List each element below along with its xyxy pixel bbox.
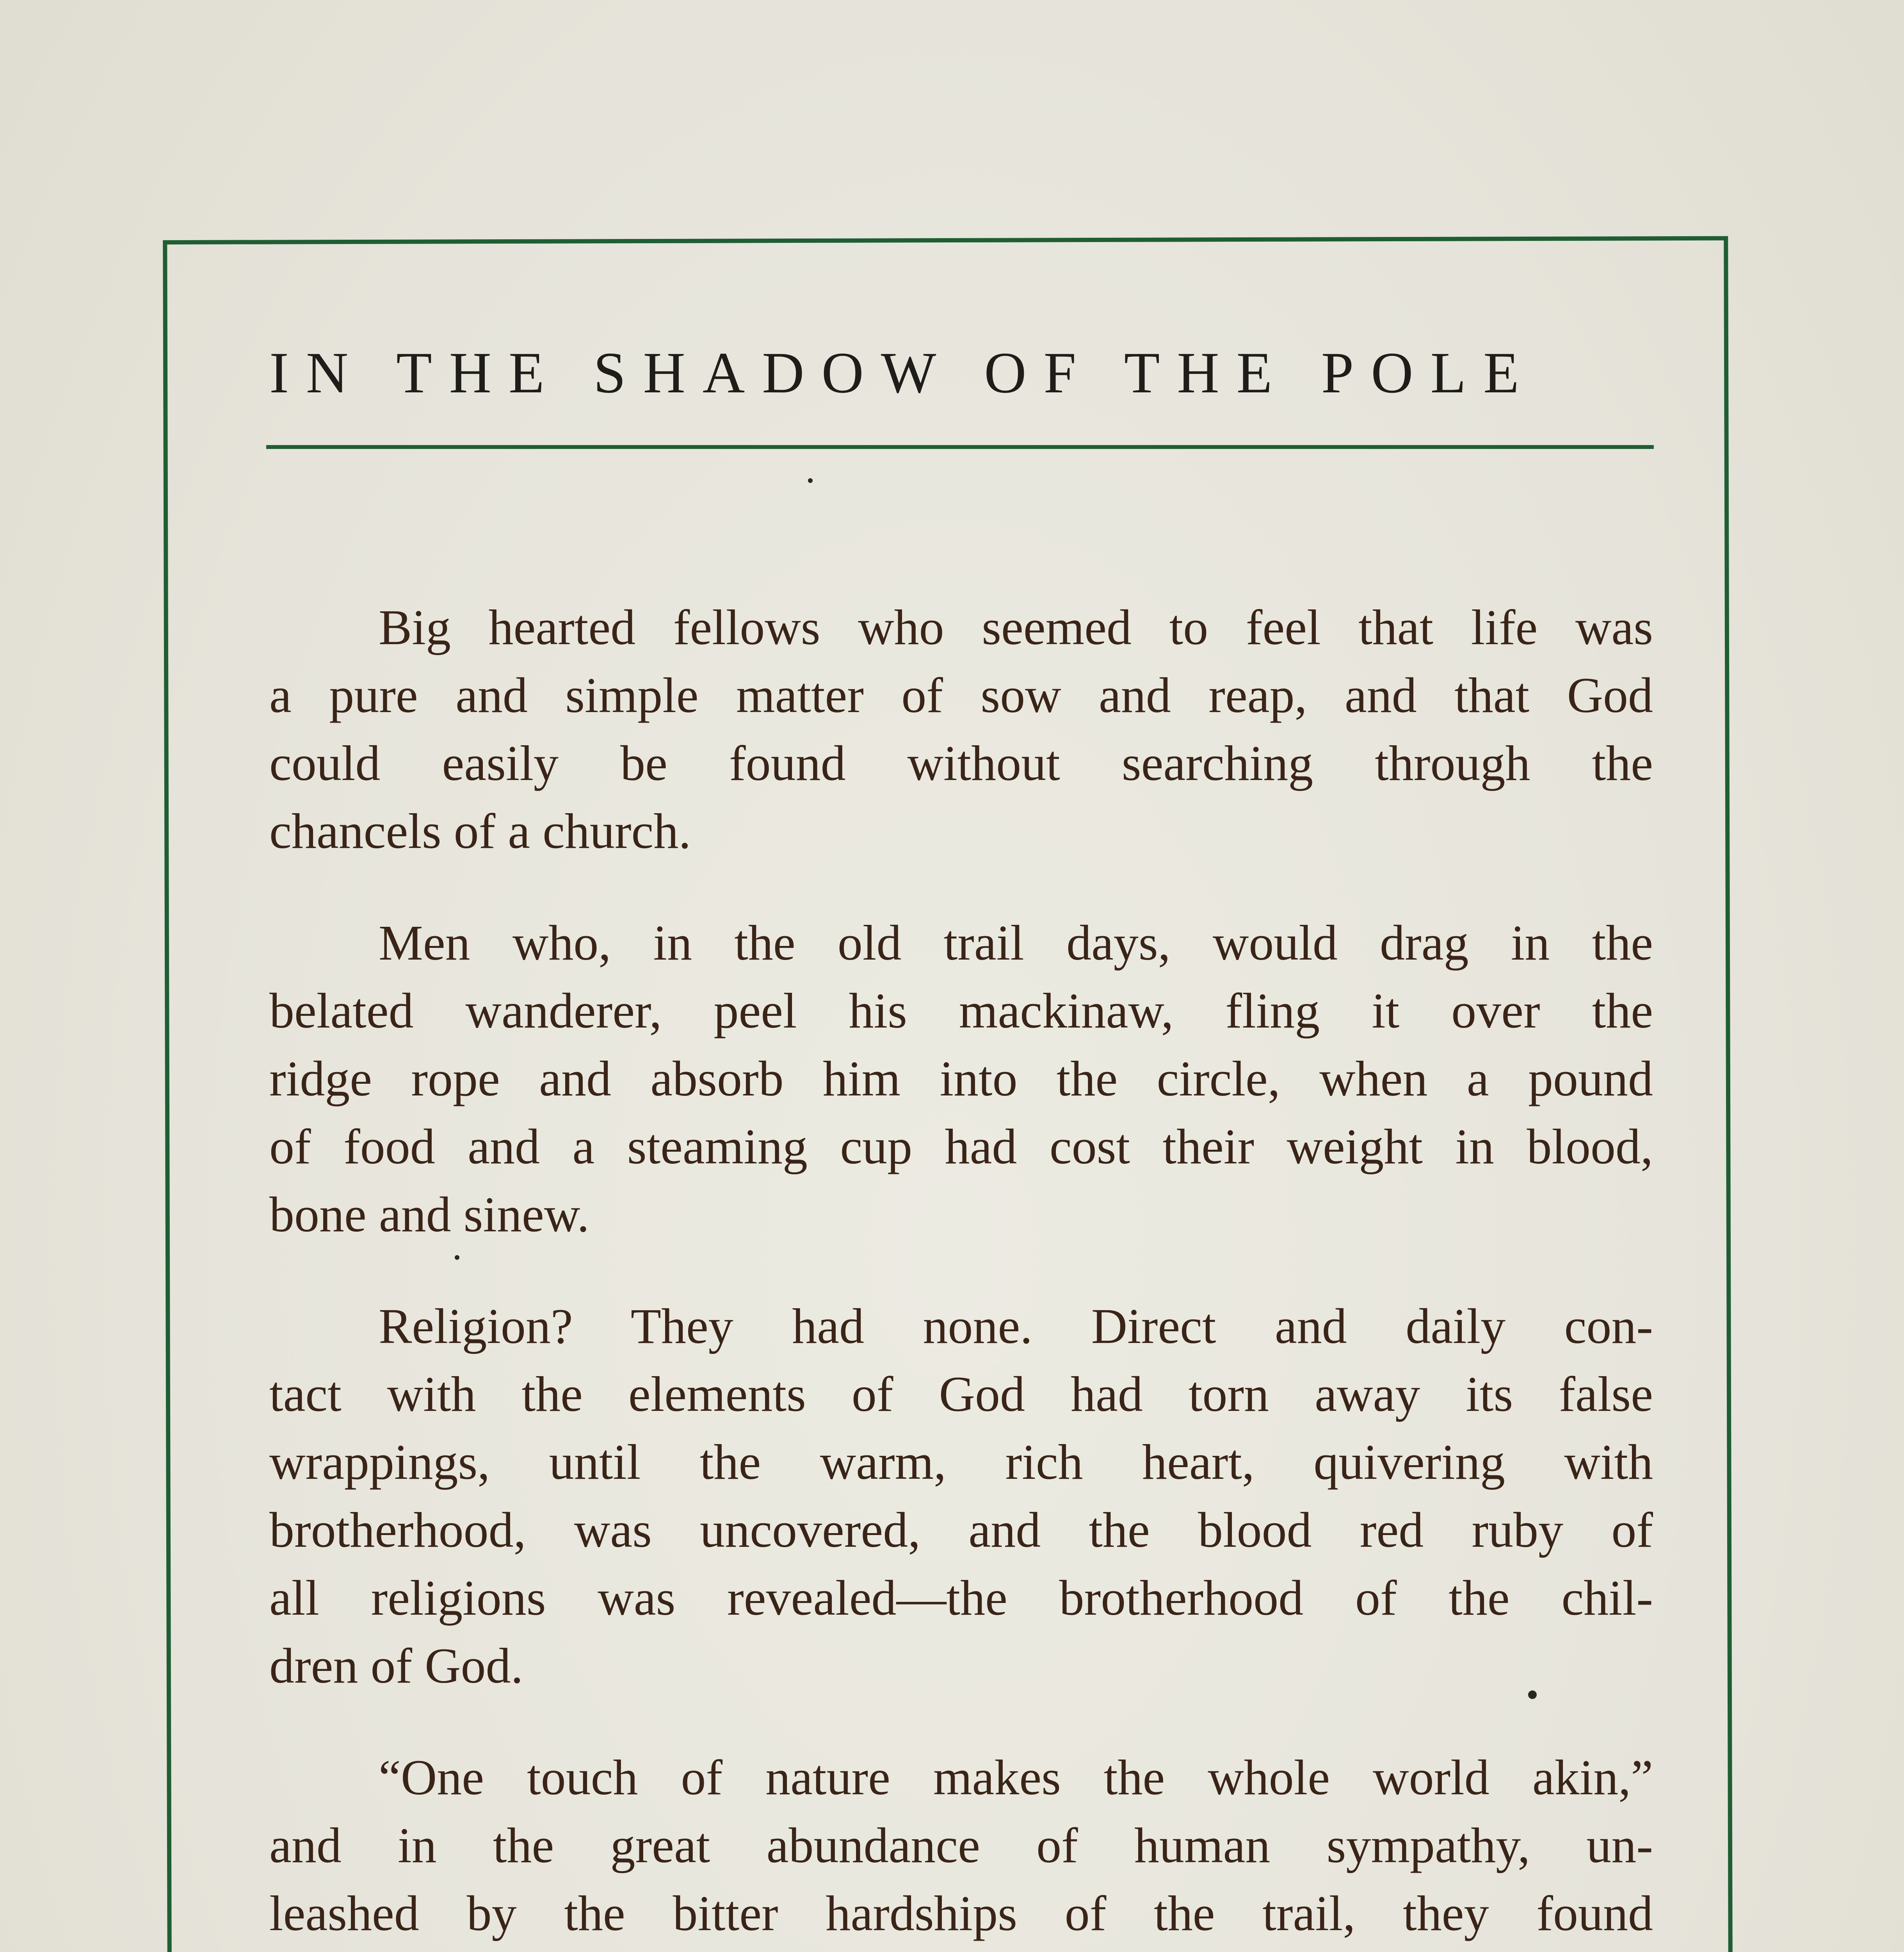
text-line: all religions was revealed—the brotherhood of the chil- [269, 1570, 1653, 1626]
ink-speck [1528, 1690, 1537, 1699]
paragraph-3 [269, 1292, 1653, 1700]
text-line: brotherhood, was uncovered, and the blood red ruby of [269, 1502, 1653, 1558]
text-line: could easily be found without searching through the [269, 736, 1653, 791]
text-line: “One touch of nature makes the whole world akin,” [379, 1750, 1653, 1805]
ink-speck [455, 1255, 459, 1260]
text-line: Religion? They had none. Direct and daily con- [379, 1298, 1653, 1354]
page-title: IN THE SHADOW OF THE POLE [269, 340, 1536, 405]
text-line [269, 1947, 1653, 1952]
text-line: chancels of a church. [269, 803, 691, 859]
text-line: leashed by the bitter hardships of the trail, they found [269, 1886, 1653, 1941]
text-line: ridge rope and absorb him into the circle, when a pound [269, 1051, 1653, 1106]
text-line: and in the great abundance of human sympathy, un- [269, 1818, 1653, 1873]
ink-speck [808, 478, 813, 483]
paragraph-1 [269, 593, 1653, 865]
text-line: tact with the elements of God had torn away its false [269, 1366, 1653, 1422]
text-line: Men who, in the old trail days, would drag in the [379, 915, 1653, 971]
title-underline [266, 445, 1654, 449]
paragraph-4 [269, 1744, 1653, 1952]
text-line: bone and sinew. [269, 1187, 589, 1242]
text-line: dren of God. [269, 1638, 523, 1694]
text-line: of food and a steaming cup had cost their weight in blood, [269, 1119, 1653, 1174]
body-text [269, 593, 1653, 1952]
text-line: wrappings, until the warm, rich heart, quivering with [269, 1434, 1653, 1490]
text-line: Big hearted fellows who seemed to feel that life was [379, 600, 1653, 655]
paragraph-2 [269, 909, 1653, 1248]
text-line: belated wanderer, peel his mackinaw, fling it over the [269, 983, 1653, 1038]
text-line: a pure and simple matter of sow and reap, and that God [269, 668, 1653, 723]
